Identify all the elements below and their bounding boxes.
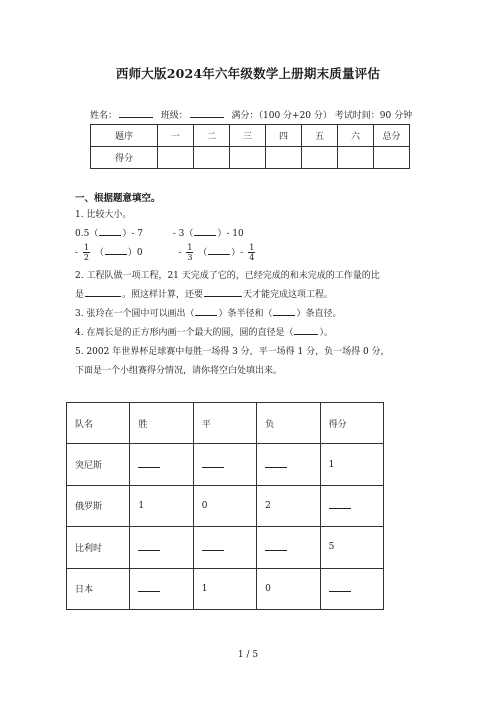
score-header-cell: 题序	[91, 125, 158, 147]
fraction	[248, 243, 255, 262]
q2-text: 天才能完成这项工程。	[243, 290, 334, 300]
score-header-cell: 三	[230, 125, 266, 147]
score-cell[interactable]	[158, 147, 194, 169]
fraction-numerator: 1	[83, 243, 90, 252]
fraction-denominator: 4	[249, 253, 255, 262]
match-header-cell: 队名	[67, 403, 130, 444]
score-header-cell: 总分	[374, 125, 410, 147]
full-score-label: 满分：（100 分+20 分）	[231, 111, 332, 121]
q1-row2	[75, 243, 257, 262]
score-cell[interactable]	[266, 147, 302, 169]
match-table-row	[67, 485, 384, 526]
name-field[interactable]	[119, 108, 153, 118]
match-header-cell: 负	[257, 403, 320, 444]
minus-sign: -	[75, 248, 79, 258]
score-cell[interactable]	[374, 147, 410, 169]
q5-line2: 下面是一个小组赛得分情况，请你将空白处填出来。	[75, 366, 283, 376]
q4-text: ）。	[319, 328, 333, 338]
fraction-denominator: 2	[83, 253, 90, 262]
score-row-label: 得分	[91, 147, 158, 169]
team-name: 突尼斯	[67, 444, 130, 485]
q1-title: 1. 比较大小。	[75, 210, 132, 220]
class-field[interactable]	[190, 108, 224, 118]
exam-info-line	[90, 108, 412, 121]
q4-blank[interactable]	[294, 325, 318, 335]
q2-line1: 2. 工程队做一项工程，21 天完成了它的，已经完成的和未完成的工作量的比	[75, 271, 380, 281]
q1-blank[interactable]	[105, 245, 127, 255]
match-header-cell: 胜	[130, 403, 193, 444]
answer-blank[interactable]	[130, 568, 193, 609]
answer-blank[interactable]	[320, 568, 383, 609]
match-header-cell: 平	[193, 403, 256, 444]
score-header-cell: 一	[158, 125, 194, 147]
match-header-cell: 得分	[320, 403, 383, 444]
match-cell: 2	[257, 485, 320, 526]
q1-text: ）0	[127, 248, 143, 258]
q3-text: ）条直径。	[296, 309, 342, 319]
q2-blank[interactable]	[85, 287, 121, 297]
answer-blank[interactable]	[193, 444, 256, 485]
page-title: 西师大版2024年六年级数学上册期末质量评估	[115, 66, 381, 81]
answer-blank[interactable]	[130, 444, 193, 485]
time-label: 考试时间：90 分钟	[334, 111, 413, 121]
fraction	[83, 243, 90, 262]
q1-blank[interactable]	[99, 226, 121, 236]
score-header-cell: 四	[266, 125, 302, 147]
score-table-row	[91, 147, 410, 169]
match-cell: 1	[130, 485, 193, 526]
score-table	[90, 124, 410, 169]
fraction-denominator: 3	[187, 253, 193, 262]
score-table-header-row	[91, 125, 410, 147]
match-cell: 5	[320, 527, 383, 568]
q1-text: 0.5（	[75, 229, 99, 239]
match-table-row	[67, 527, 384, 568]
q1-text: （	[198, 248, 208, 258]
q1-text: ）- 7	[122, 229, 143, 239]
answer-blank[interactable]	[257, 527, 320, 568]
q1-text: ）- 10	[217, 229, 244, 239]
match-cell: 0	[257, 568, 320, 609]
fraction-numerator: 1	[249, 243, 255, 252]
q3-text: 3. 张玲在一个圆中可以画出（	[75, 309, 195, 319]
answer-blank[interactable]	[320, 485, 383, 526]
team-name: 俄罗斯	[67, 485, 130, 526]
q2-text: 。照这样计算，还要	[122, 290, 204, 300]
name-label: 姓名：	[90, 111, 118, 121]
match-cell: 1	[193, 568, 256, 609]
score-cell[interactable]	[302, 147, 338, 169]
q3-line	[75, 306, 341, 319]
score-header-cell: 五	[302, 125, 338, 147]
score-cell[interactable]	[338, 147, 374, 169]
q4-line	[75, 325, 333, 338]
q3-blank[interactable]	[195, 306, 217, 316]
section-heading: 一、根据题意填空。	[75, 193, 161, 204]
page-number: 1 / 5	[237, 650, 259, 660]
answer-blank[interactable]	[257, 444, 320, 485]
q3-text: ）条半径和（	[218, 309, 273, 319]
q2-text: 是	[75, 290, 85, 300]
q1-text: - 3（	[172, 229, 194, 239]
q4-text: 4. 在周长是的正方形内画一个最大的圆，圆的直径是（	[75, 328, 294, 338]
minus-sign: -	[178, 248, 182, 258]
q1-text: （	[94, 248, 104, 258]
q1-text: ）-	[231, 248, 244, 258]
answer-blank[interactable]	[130, 527, 193, 568]
class-label: 班级：	[160, 111, 188, 121]
score-header-cell: 二	[194, 125, 230, 147]
score-cell[interactable]	[194, 147, 230, 169]
q1-blank[interactable]	[208, 245, 230, 255]
q1-blank[interactable]	[194, 226, 216, 236]
answer-blank[interactable]	[193, 527, 256, 568]
team-name: 比利时	[67, 527, 130, 568]
match-table-row	[67, 444, 384, 485]
team-name: 日本	[67, 568, 130, 609]
score-cell[interactable]	[230, 147, 266, 169]
q2-line2	[75, 287, 333, 300]
q1-row1	[75, 226, 244, 239]
q5-line1: 5. 2002 年世界杯足球赛中每胜一场得 3 分，平一场得 1 分，负一场得 0 分，	[75, 347, 390, 357]
match-table-row	[67, 568, 384, 609]
q2-blank[interactable]	[204, 287, 242, 297]
fraction	[186, 243, 193, 262]
match-table-header-row	[67, 403, 384, 444]
fraction-numerator: 1	[187, 243, 193, 252]
match-cell: 0	[193, 485, 256, 526]
score-header-cell: 六	[338, 125, 374, 147]
match-table	[66, 402, 384, 610]
q3-blank[interactable]	[273, 306, 295, 316]
match-cell: 1	[320, 444, 383, 485]
